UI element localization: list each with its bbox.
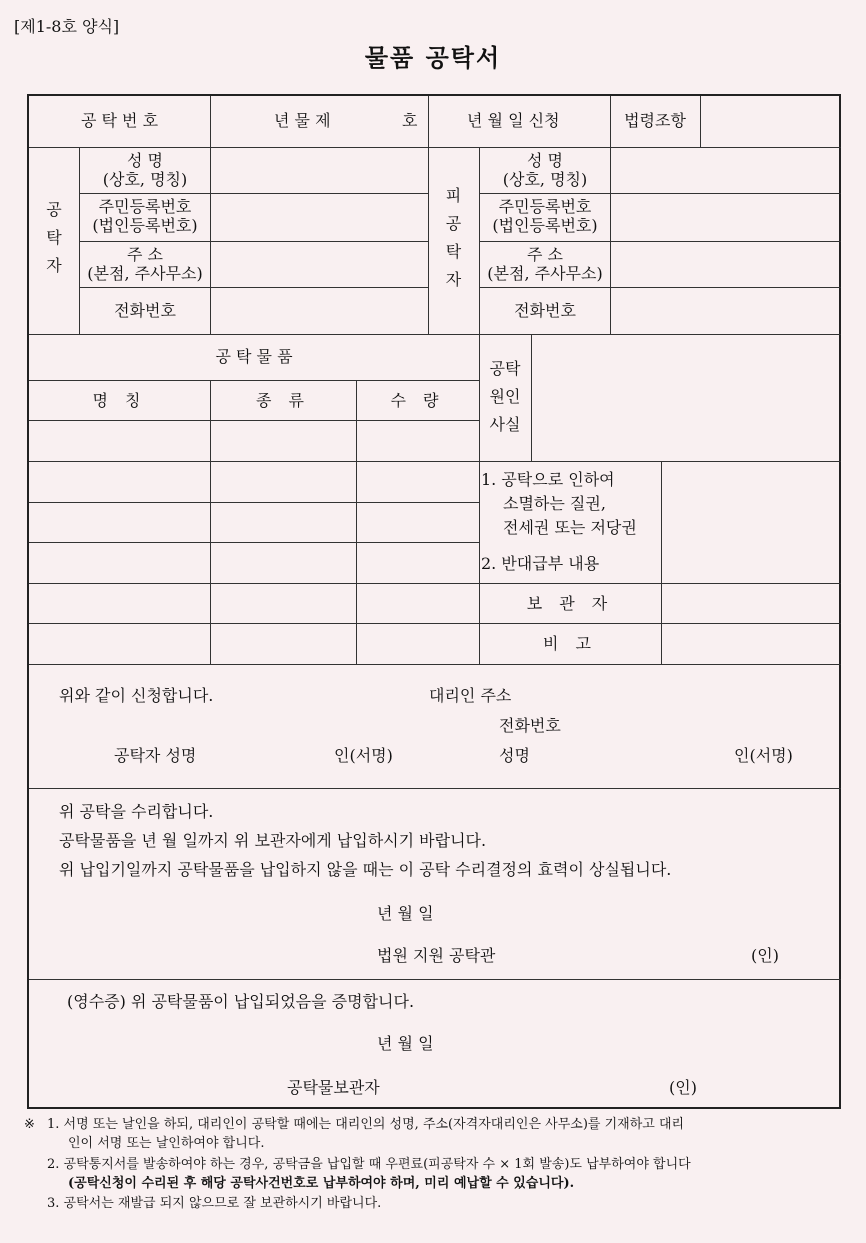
goods-col-qty: 수 량 (390, 391, 445, 410)
note-1a: 1. 서명 또는 날인을 하되, 대리인이 공탁할 때에는 대리인의 성명, 주소(자격자대리인은 사무소)를 기재하고 대리 (47, 1117, 685, 1132)
cause-label-1: 공탁 (489, 359, 521, 378)
depositor-name-sub: (상호, 명칭) (102, 170, 188, 189)
remarks-label: 비 고 (543, 634, 597, 653)
depositor-address-label: 주 소 (127, 245, 163, 264)
accept-line-2: 공탁물품을 년 월 일까지 위 보관자에게 납입하시기 바랍니다. (59, 831, 487, 850)
depositee-address-sub: (본점, 주사무소) (487, 264, 603, 283)
keeper-label: 보 관 자 (526, 594, 614, 613)
goods-col-type: 종 류 (256, 391, 310, 410)
depositor-rrn-label: 주민등록번호 (98, 197, 192, 216)
accept-court: 법원 지원 공탁관 (377, 946, 496, 965)
page-title: 물품 공탁서 (364, 43, 502, 72)
depositee-address-label: 주 소 (527, 245, 563, 264)
depositee-name-sub: (상호, 명칭) (502, 170, 588, 189)
depositor-address-sub: (본점, 주사무소) (87, 264, 203, 283)
note-2a: 2. 공탁통지서를 발송하여야 하는 경우, 공탁금을 납입할 때 우편료(피공탁자 수 × 1회 발송)도 납부하여야 합니다 (47, 1157, 691, 1172)
depositee-rrn-sub: (법인등록번호) (492, 216, 598, 235)
note-3: 3. 공탁서는 재발급 되지 않으므로 잘 보관하시기 바랍니다. (47, 1196, 382, 1211)
agent-seal: 인(서명) (734, 746, 793, 765)
accept-line-1: 위 공탁을 수리합니다. (59, 802, 214, 821)
note-1b: 인이 서명 또는 날인하여야 합니다. (68, 1136, 265, 1151)
accept-line-3: 위 납입기일까지 공탁물품을 납입하지 않을 때는 이 공탁 수리결정의 효력이 상실됩니다. (59, 860, 672, 879)
goods-col-name: 명 칭 (92, 391, 147, 410)
form-id: [제1-8호 양식] (14, 17, 120, 36)
extinguish-line-3: 전세권 또는 저당권 (503, 518, 637, 537)
depositee-label-4: 자 (445, 270, 462, 289)
depositee-label-1: 피 (445, 186, 462, 205)
cause-label-3: 사실 (489, 415, 521, 434)
depositor-phone-label: 전화번호 (114, 301, 176, 320)
receipt-keeper: 공탁물보관자 (287, 1078, 380, 1097)
depositee-name-label: 성 명 (527, 151, 563, 170)
depositor-label-3: 자 (46, 256, 62, 275)
law-label: 법령조항 (624, 111, 686, 130)
depositee-label-3: 탁 (445, 242, 462, 261)
ho-label: 호 (402, 111, 418, 130)
depositor-seal: 인(서명) (334, 746, 393, 765)
depositee-label-2: 공 (445, 214, 462, 233)
receipt-line-1: (영수증) 위 공탁물품이 납입되었음을 증명합니다. (67, 992, 415, 1011)
depositor-name-label: 성 명 (127, 151, 163, 170)
apply-statement: 위와 같이 신청합니다. (59, 686, 214, 705)
agent-name-label: 성명 (499, 746, 530, 765)
receipt-date: 년 월 일 (377, 1034, 434, 1053)
form-table (27, 94, 841, 1109)
deposit-number-label: 공 탁 번 호 (80, 111, 159, 130)
cause-label-2: 원인 (489, 387, 521, 406)
year-gold-label: 년 물 제 (274, 111, 331, 130)
receipt-seal: (인) (669, 1078, 697, 1097)
apply-date-label: 년 월 일 신청 (467, 111, 560, 130)
depositor-name-sign-label: 공탁자 성명 (114, 746, 197, 765)
accept-seal: (인) (751, 946, 779, 965)
depositor-label-2: 탁 (46, 228, 62, 247)
note-2b: (공탁신청이 수리된 후 해당 공탁사건번호로 납부하여야 하며, 미리 예납할 수 있습니다). (68, 1176, 575, 1191)
agent-phone-label: 전화번호 (499, 716, 561, 735)
extinguish-line-1: 1. 공탁으로 인하여 (481, 470, 615, 489)
extinguish-line-2: 소멸하는 질권, (503, 494, 606, 513)
extinguish-line-4: 2. 반대급부 내용 (481, 554, 600, 573)
notes-mark: ※ (24, 1117, 35, 1132)
depositee-phone-label: 전화번호 (514, 301, 576, 320)
depositee-rrn-label: 주민등록번호 (498, 197, 592, 216)
depositor-label-1: 공 (46, 200, 62, 219)
accept-date: 년 월 일 (377, 904, 434, 923)
agent-address-label: 대리인 주소 (429, 686, 512, 705)
depositor-rrn-sub: (법인등록번호) (92, 216, 198, 235)
goods-section-label: 공 탁 물 품 (215, 347, 293, 366)
